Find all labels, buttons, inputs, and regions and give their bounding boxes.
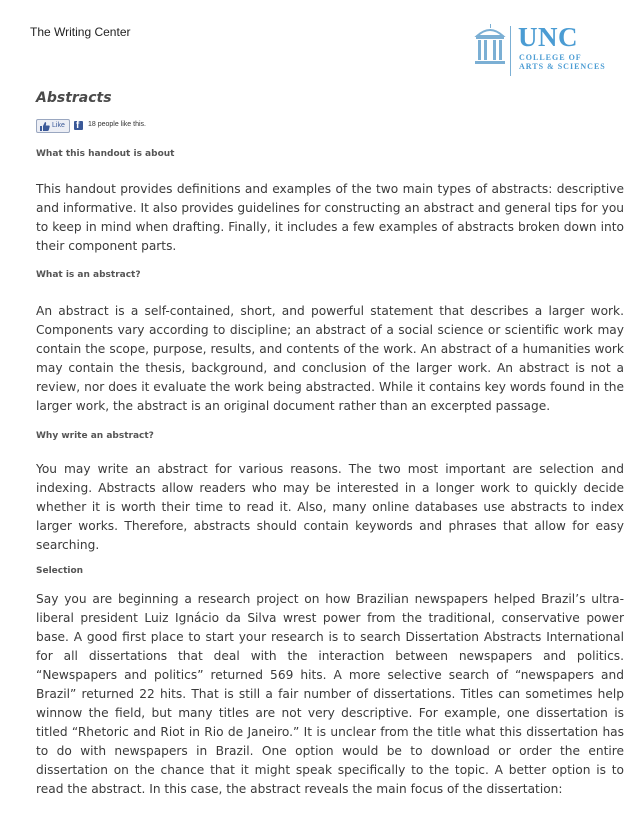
section-heading-what-this-handout-is-about: What this handout is about [36, 149, 175, 159]
section-heading-selection: Selection [36, 566, 84, 576]
facebook-like-button[interactable] [36, 119, 70, 133]
logo-subtext-line-1: COLLEGE OF [519, 53, 582, 62]
logo-subtext [519, 53, 606, 71]
page-title: Abstracts [36, 90, 112, 106]
logo-subtext-line-2: ARTS & SCIENCES [519, 62, 606, 71]
facebook-glyph: f [76, 120, 80, 131]
section-paragraph-handout: This handout provides definitions and examples of the two main types of abstracts: descriptive and informative. It also provides guidelines for constructing an abstract and general tips for you to keep in mind when drafting. Finally, it includes a few examples of abstracts broken down into their component parts. [36, 182, 624, 253]
unc-logo[interactable] [474, 22, 614, 82]
like-label: Like [52, 122, 65, 129]
site-name[interactable]: The Writing Center [30, 25, 131, 39]
section-heading-why-write: Why write an abstract? [36, 431, 154, 441]
thumbs-up-icon [40, 122, 50, 131]
logo-wordmark: UNC [518, 22, 578, 52]
logo-divider [510, 26, 511, 76]
section-paragraph-why-write: You may write an abstract for various reasons. The two most important are selection and indexing. Abstracts allow readers who may be interested in a longer work to quickly decide whether it is worth their time to read it. Also, many online databases use abstracts to index larger works. Therefore, abstracts should contain keywords and phrases that allow for easy searching. [36, 462, 624, 552]
section-paragraph-selection: Say you are beginning a research project on how Brazilian newspapers helped Brazil’s ultra-liberal president Luiz Ignácio da Silva wrest power from the traditional, conservative power base. A good first place to start your research is to search Dissertation Abstracts International for all dissertations that deal with the interaction between newspapers and politics. “Newspapers and politics” returned 569 hits. A more selective search of “newspapers and Brazil” returned 22 hits. That is still a fair number of dissertations. Titles can sometimes help winnow the field, but many titles are not very descriptive. For example, one dissertation is titled “Rhetoric and Riot in Rio de Janeiro.” It is unclear from the title what this dissertation has to do with newspapers in Brazil. One option would be to download or order the entire dissertation on the chance that it might speak specifically to the topic. A better option is to read the abstract. In this case, the abstract reveals the main focus of the dissertation: [36, 592, 624, 796]
like-count[interactable]: 18 people like this. [88, 121, 146, 128]
section-heading-what-is-an-abstract: What is an abstract? [36, 270, 141, 280]
old-well-icon [474, 24, 506, 68]
section-paragraph-what-is: An abstract is a self-contained, short, and powerful statement that describes a larger work. Components vary according to discipline; an abstract of a social science or scientific work may contain the scope, purpose, results, and contents of the work. An abstract of a humanities work may contain the thesis, background, and conclusion of the larger work. An abstract is not a review, nor does it evaluate the work being abstracted. While it contains key words found in the larger work, the abstract is an original document rather than an excerpted passage. [36, 304, 624, 413]
facebook-icon [74, 121, 83, 130]
